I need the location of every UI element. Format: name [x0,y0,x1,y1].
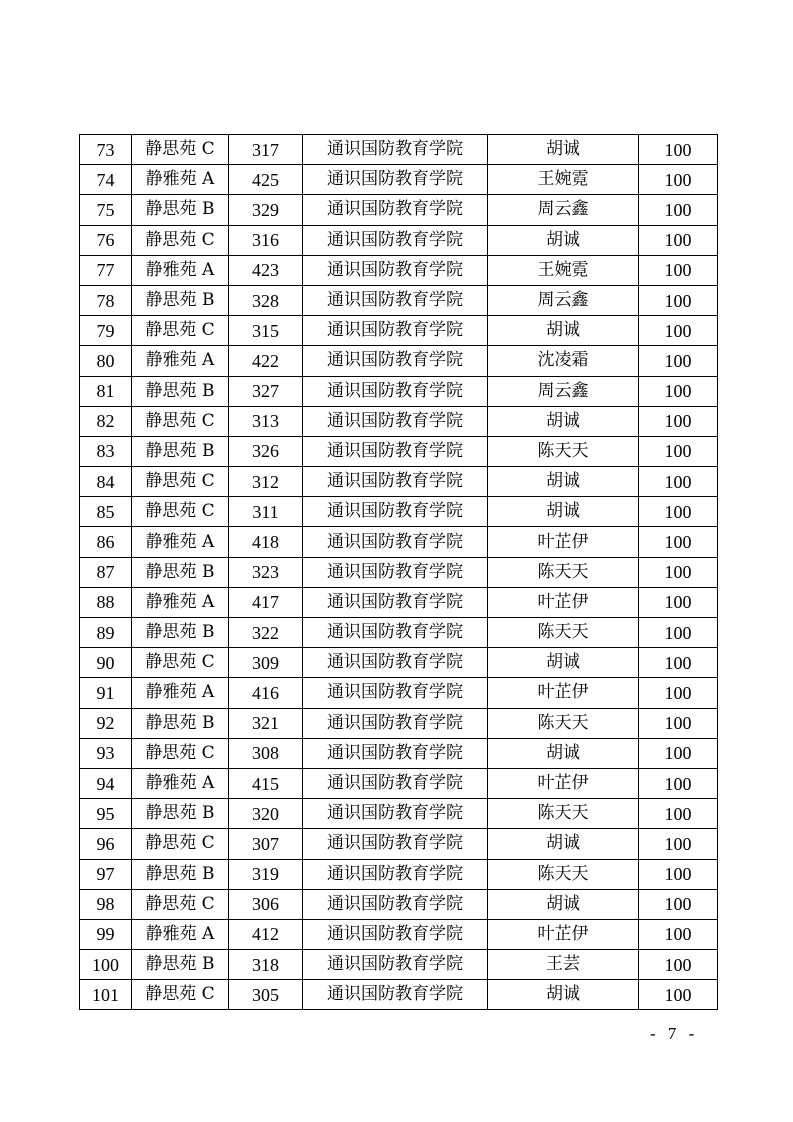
counselor-cell: 陈天天 [488,618,639,648]
building-cell: 静雅苑 A [132,527,229,557]
counselor-cell: 陈天天 [488,557,639,587]
college-cell: 通识国防教育学院 [303,346,488,376]
table-row [80,738,718,768]
counselor-cell: 胡诚 [488,648,639,678]
row-number-cell: 92 [80,708,132,738]
table-row [80,829,718,859]
page-number: - 7 - [650,1024,699,1043]
table-row [80,859,718,889]
table-row [80,678,718,708]
building-cell: 静思苑 B [132,950,229,980]
college-cell: 通识国防教育学院 [303,406,488,436]
table-row [80,889,718,919]
building-cell: 静雅苑 A [132,346,229,376]
row-number-cell: 100 [80,950,132,980]
score-cell: 100 [639,919,718,949]
counselor-cell: 沈凌霜 [488,346,639,376]
row-number-cell: 74 [80,165,132,195]
counselor-cell: 叶芷伊 [488,678,639,708]
row-number-cell: 93 [80,738,132,768]
score-cell: 100 [639,497,718,527]
table-row [80,406,718,436]
dormitory-score-table [79,134,718,1010]
college-cell: 通识国防教育学院 [303,889,488,919]
row-number-cell: 101 [80,980,132,1010]
college-cell: 通识国防教育学院 [303,135,488,165]
table-row [80,225,718,255]
room-cell: 321 [229,708,303,738]
table-row [80,587,718,617]
college-cell: 通识国防教育学院 [303,859,488,889]
row-number-cell: 84 [80,467,132,497]
score-cell: 100 [639,889,718,919]
building-cell: 静思苑 B [132,618,229,648]
score-cell: 100 [639,316,718,346]
row-number-cell: 85 [80,497,132,527]
score-cell: 100 [639,829,718,859]
college-cell: 通识国防教育学院 [303,980,488,1010]
score-cell: 100 [639,618,718,648]
table-row [80,708,718,738]
college-cell: 通识国防教育学院 [303,376,488,406]
college-cell: 通识国防教育学院 [303,768,488,798]
table-row [80,285,718,315]
score-cell: 100 [639,859,718,889]
counselor-cell: 胡诚 [488,889,639,919]
room-cell: 311 [229,497,303,527]
table-row [80,497,718,527]
score-cell: 100 [639,406,718,436]
table-body [80,135,718,1010]
building-cell: 静思苑 B [132,195,229,225]
college-cell: 通识国防教育学院 [303,678,488,708]
row-number-cell: 98 [80,889,132,919]
row-number-cell: 97 [80,859,132,889]
row-number-cell: 75 [80,195,132,225]
building-cell: 静思苑 C [132,135,229,165]
score-cell: 100 [639,436,718,466]
room-cell: 323 [229,557,303,587]
room-cell: 417 [229,587,303,617]
row-number-cell: 79 [80,316,132,346]
building-cell: 静雅苑 A [132,255,229,285]
college-cell: 通识国防教育学院 [303,316,488,346]
college-cell: 通识国防教育学院 [303,436,488,466]
counselor-cell: 叶芷伊 [488,527,639,557]
counselor-cell: 陈天天 [488,799,639,829]
room-cell: 305 [229,980,303,1010]
row-number-cell: 76 [80,225,132,255]
room-cell: 418 [229,527,303,557]
row-number-cell: 99 [80,919,132,949]
row-number-cell: 87 [80,557,132,587]
counselor-cell: 胡诚 [488,316,639,346]
building-cell: 静思苑 C [132,648,229,678]
row-number-cell: 94 [80,768,132,798]
counselor-cell: 陈天天 [488,859,639,889]
counselor-cell: 王芸 [488,950,639,980]
row-number-cell: 81 [80,376,132,406]
table-row [80,618,718,648]
room-cell: 320 [229,799,303,829]
building-cell: 静思苑 C [132,980,229,1010]
room-cell: 328 [229,285,303,315]
counselor-cell: 胡诚 [488,829,639,859]
score-cell: 100 [639,225,718,255]
counselor-cell: 胡诚 [488,225,639,255]
score-cell: 100 [639,738,718,768]
building-cell: 静思苑 B [132,799,229,829]
table-row [80,316,718,346]
score-cell: 100 [639,678,718,708]
table-row [80,919,718,949]
building-cell: 静雅苑 A [132,587,229,617]
counselor-cell: 胡诚 [488,406,639,436]
table-row [80,557,718,587]
room-cell: 327 [229,376,303,406]
table-row [80,950,718,980]
row-number-cell: 89 [80,618,132,648]
counselor-cell: 胡诚 [488,497,639,527]
room-cell: 425 [229,165,303,195]
college-cell: 通识国防教育学院 [303,618,488,648]
room-cell: 309 [229,648,303,678]
table-row [80,648,718,678]
table-row [80,346,718,376]
table-row [80,255,718,285]
building-cell: 静思苑 B [132,557,229,587]
row-number-cell: 95 [80,799,132,829]
building-cell: 静思苑 C [132,738,229,768]
score-cell: 100 [639,587,718,617]
table-row [80,799,718,829]
counselor-cell: 周云鑫 [488,195,639,225]
room-cell: 308 [229,738,303,768]
room-cell: 312 [229,467,303,497]
row-number-cell: 77 [80,255,132,285]
college-cell: 通识国防教育学院 [303,738,488,768]
score-cell: 100 [639,376,718,406]
building-cell: 静思苑 B [132,436,229,466]
score-cell: 100 [639,346,718,376]
building-cell: 静思苑 B [132,285,229,315]
room-cell: 423 [229,255,303,285]
room-cell: 415 [229,768,303,798]
building-cell: 静思苑 C [132,406,229,436]
room-cell: 307 [229,829,303,859]
score-cell: 100 [639,195,718,225]
row-number-cell: 73 [80,135,132,165]
score-cell: 100 [639,527,718,557]
score-cell: 100 [639,799,718,829]
counselor-cell: 陈天天 [488,708,639,738]
score-cell: 100 [639,557,718,587]
table-row [80,467,718,497]
row-number-cell: 83 [80,436,132,466]
counselor-cell: 王婉霓 [488,255,639,285]
score-cell: 100 [639,255,718,285]
room-cell: 319 [229,859,303,889]
room-cell: 316 [229,225,303,255]
building-cell: 静雅苑 A [132,678,229,708]
row-number-cell: 82 [80,406,132,436]
college-cell: 通识国防教育学院 [303,919,488,949]
counselor-cell: 胡诚 [488,467,639,497]
score-cell: 100 [639,980,718,1010]
college-cell: 通识国防教育学院 [303,195,488,225]
score-cell: 100 [639,467,718,497]
table-row [80,165,718,195]
building-cell: 静思苑 B [132,859,229,889]
room-cell: 416 [229,678,303,708]
room-cell: 326 [229,436,303,466]
college-cell: 通识国防教育学院 [303,829,488,859]
score-cell: 100 [639,950,718,980]
score-cell: 100 [639,708,718,738]
college-cell: 通识国防教育学院 [303,285,488,315]
college-cell: 通识国防教育学院 [303,648,488,678]
counselor-cell: 周云鑫 [488,285,639,315]
building-cell: 静思苑 B [132,376,229,406]
room-cell: 315 [229,316,303,346]
counselor-cell: 胡诚 [488,135,639,165]
counselor-cell: 陈天天 [488,436,639,466]
college-cell: 通识国防教育学院 [303,950,488,980]
college-cell: 通识国防教育学院 [303,587,488,617]
building-cell: 静思苑 B [132,708,229,738]
table-row [80,980,718,1010]
college-cell: 通识国防教育学院 [303,708,488,738]
row-number-cell: 88 [80,587,132,617]
room-cell: 317 [229,135,303,165]
college-cell: 通识国防教育学院 [303,497,488,527]
room-cell: 313 [229,406,303,436]
college-cell: 通识国防教育学院 [303,799,488,829]
counselor-cell: 王婉霓 [488,165,639,195]
table-row [80,768,718,798]
table-row [80,195,718,225]
building-cell: 静思苑 C [132,316,229,346]
room-cell: 306 [229,889,303,919]
room-cell: 318 [229,950,303,980]
building-cell: 静思苑 C [132,225,229,255]
score-cell: 100 [639,648,718,678]
room-cell: 422 [229,346,303,376]
room-cell: 412 [229,919,303,949]
table-row [80,527,718,557]
counselor-cell: 叶芷伊 [488,587,639,617]
row-number-cell: 80 [80,346,132,376]
college-cell: 通识国防教育学院 [303,557,488,587]
room-cell: 322 [229,618,303,648]
table-row [80,376,718,406]
college-cell: 通识国防教育学院 [303,165,488,195]
college-cell: 通识国防教育学院 [303,225,488,255]
building-cell: 静雅苑 A [132,919,229,949]
building-cell: 静雅苑 A [132,165,229,195]
counselor-cell: 胡诚 [488,980,639,1010]
building-cell: 静思苑 C [132,889,229,919]
room-cell: 329 [229,195,303,225]
college-cell: 通识国防教育学院 [303,255,488,285]
row-number-cell: 90 [80,648,132,678]
counselor-cell: 周云鑫 [488,376,639,406]
score-cell: 100 [639,165,718,195]
building-cell: 静思苑 C [132,497,229,527]
row-number-cell: 96 [80,829,132,859]
counselor-cell: 叶芷伊 [488,919,639,949]
building-cell: 静雅苑 A [132,768,229,798]
counselor-cell: 叶芷伊 [488,768,639,798]
row-number-cell: 91 [80,678,132,708]
score-cell: 100 [639,285,718,315]
counselor-cell: 胡诚 [488,738,639,768]
building-cell: 静思苑 C [132,829,229,859]
score-cell: 100 [639,768,718,798]
college-cell: 通识国防教育学院 [303,527,488,557]
table-row [80,436,718,466]
row-number-cell: 86 [80,527,132,557]
college-cell: 通识国防教育学院 [303,467,488,497]
table-row [80,135,718,165]
row-number-cell: 78 [80,285,132,315]
score-cell: 100 [639,135,718,165]
building-cell: 静思苑 C [132,467,229,497]
